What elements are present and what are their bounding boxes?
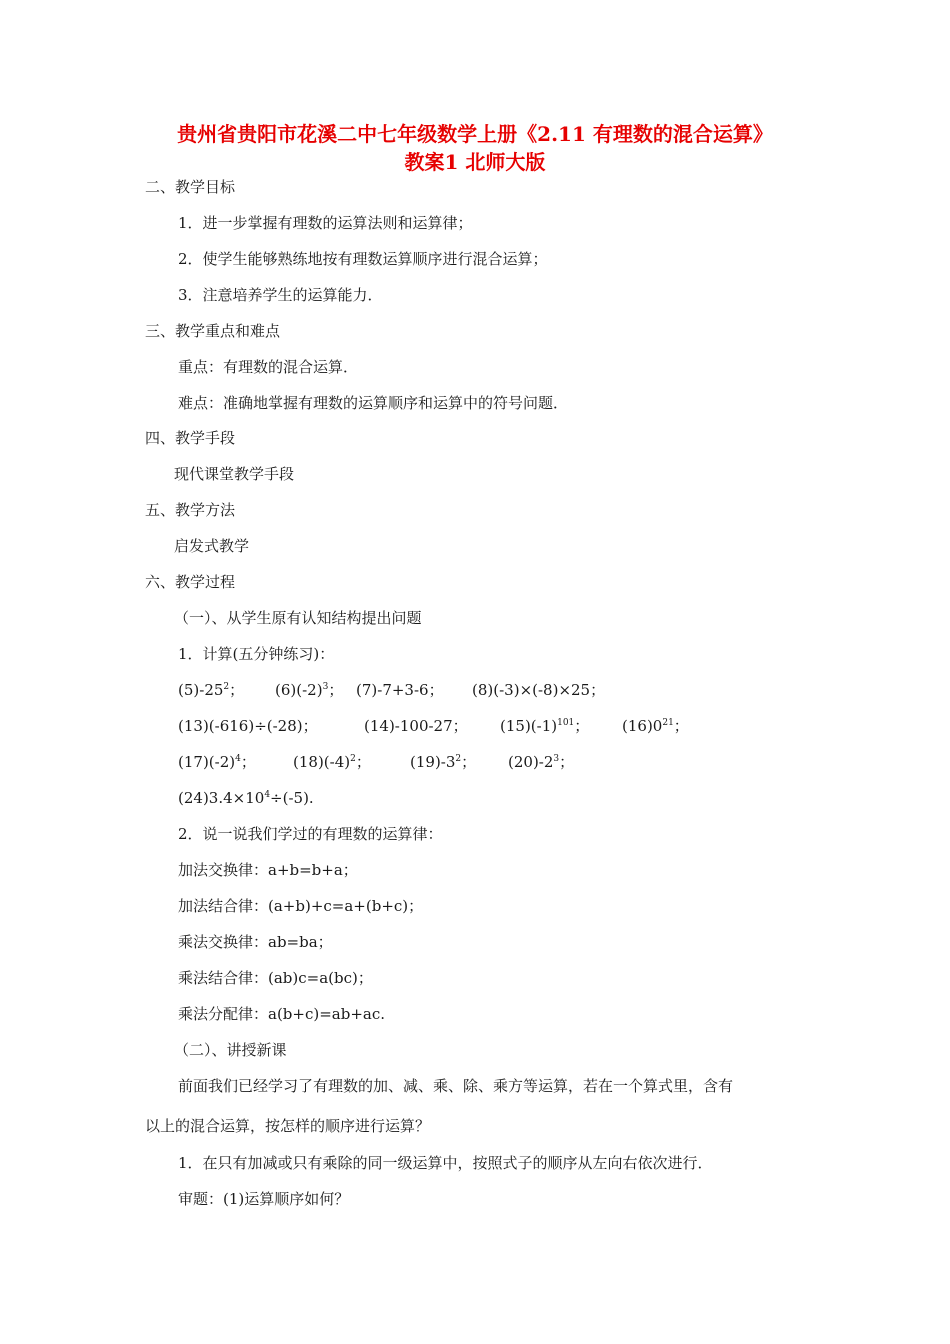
exercise-14: (14)-100-27； [364, 717, 468, 735]
rule-1: 1．在只有加减或只有乘除的同一级运算中，按照式子的顺序从左向右依次进行． [178, 1154, 713, 1172]
part2-heading: （二）、讲授新课 [174, 1041, 287, 1059]
difficult-point: 难点：准确地掌握有理数的运算顺序和运算中的符号问题． [178, 394, 569, 412]
exercise-16: $(16)0^{21}$； [622, 717, 689, 735]
part1-heading: （一）、从学生原有认知结构提出问题 [174, 609, 422, 627]
goals-heading: 二、教学目标 [145, 178, 236, 196]
exercise-5: $(5)-25^2$； [178, 681, 245, 699]
law-distributive: 乘法分配律：a(b+c)=ab+ac. [178, 1005, 386, 1023]
document-title-line2: 教案1 北师大版 [404, 150, 546, 174]
keypoints-heading: 三、教学重点和难点 [145, 322, 281, 340]
goal-1: 1．进一步掌握有理数的运算法则和运算律； [178, 214, 473, 232]
paragraph-1-line1: 前面我们已经学习了有理数的加、减、乘、除、乘方等运算，若在一个算式里，含有 [178, 1077, 734, 1095]
method-heading: 五、教学方法 [145, 501, 236, 519]
exercise-17: $(17)(-2)^4$； [178, 753, 256, 771]
laws-heading: 2．说一说我们学过的有理数的运算律： [178, 825, 443, 843]
exercise-13: (13)(-616)÷(-28)； [178, 717, 318, 735]
exercise-20: $(20)-2^3$； [508, 753, 575, 771]
means-heading: 四、教学手段 [145, 429, 236, 447]
exercise-18: $(18)(-4)^2$； [293, 753, 371, 771]
review-question: 审题：(1)运算顺序如何？ [178, 1190, 350, 1208]
goal-2: 2．使学生能够熟练地按有理数运算顺序进行混合运算； [178, 250, 548, 268]
exercise-19: $(19)-3^2$； [410, 753, 477, 771]
document-title-line1: 贵州省贵阳市花溪二中七年级数学上册《2.11 有理数的混合运算》 [177, 122, 773, 146]
law-addition-associative: 加法结合律：(a+b)+c=a+(b+c)； [178, 897, 424, 915]
law-addition-commutative: 加法交换律：a+b=b+a； [178, 861, 358, 879]
exercise-7: (7)-7+3-6； [356, 681, 444, 699]
exercise-15: $(15)(-1)^{101}$； [500, 717, 590, 735]
exercise-8: (8)(-3)×(-8)×25； [472, 681, 606, 699]
exercise-24: $(24)3.4\times 10^4\div(-5)$. [178, 789, 314, 807]
method-text: 启发式教学 [174, 537, 250, 555]
key-point: 重点：有理数的混合运算． [178, 358, 359, 376]
calc-heading: 1．计算(五分钟练习)： [178, 645, 335, 663]
means-text: 现代课堂教学手段 [174, 465, 295, 483]
law-multiplication-commutative: 乘法交换律：ab=ba； [178, 933, 333, 951]
paragraph-1-line2: 以上的混合运算，按怎样的顺序进行运算？ [145, 1117, 431, 1135]
process-heading: 六、教学过程 [145, 573, 236, 591]
law-multiplication-associative: 乘法结合律：(ab)c=a(bc)； [178, 969, 373, 987]
exercise-6: $(6)(-2)^3$； [275, 681, 344, 699]
goal-3: 3．注意培养学生的运算能力． [178, 286, 383, 304]
